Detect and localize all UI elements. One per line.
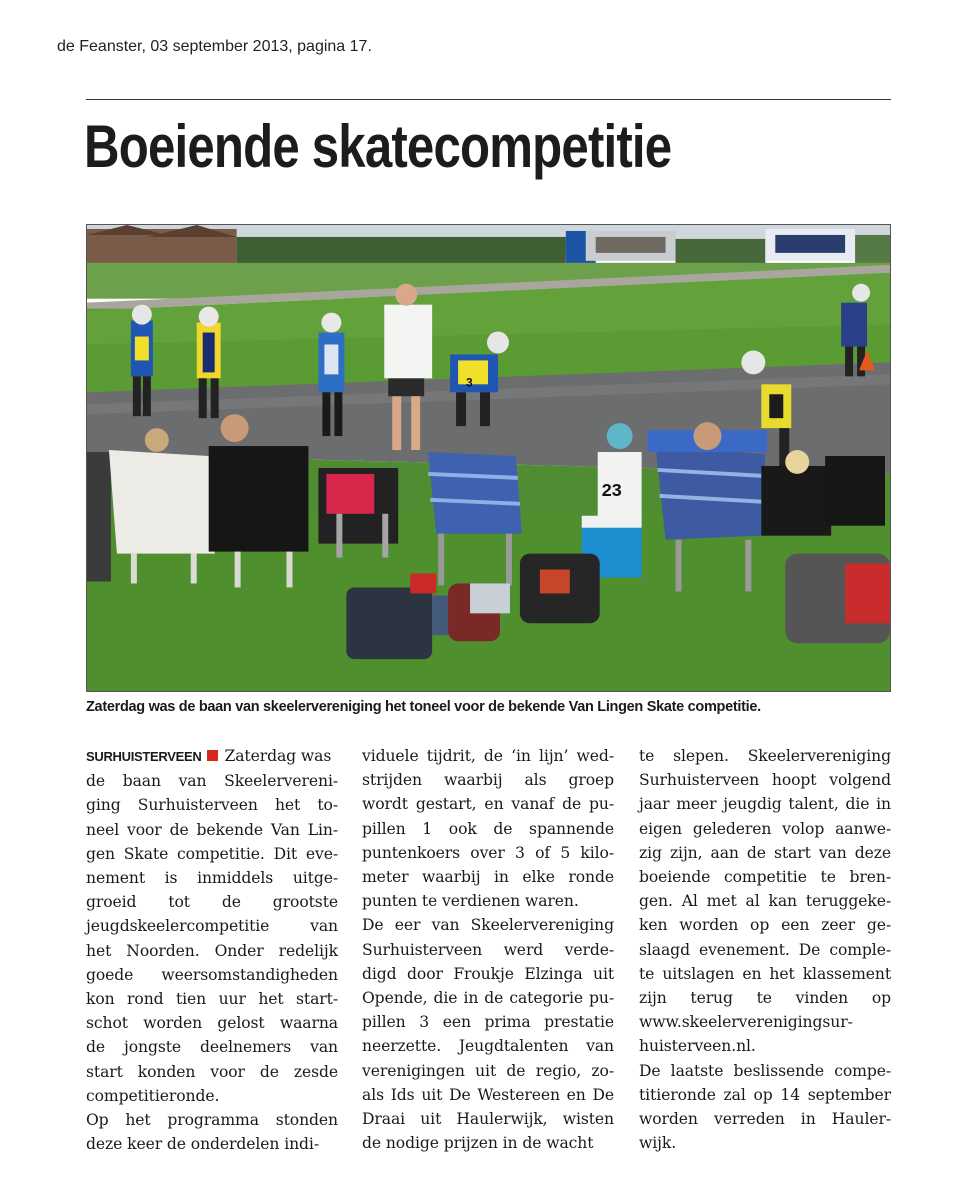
- column-line: puntenkoers over 3 of 5 kilo-: [362, 843, 614, 862]
- column-line: de baan van Skeelervereni-: [86, 772, 338, 791]
- column-line: te slepen. Skeelervereniging: [639, 747, 891, 765]
- column-lines: [86, 769, 338, 1156]
- column-line: boeiende competitie te bren-: [639, 868, 891, 887]
- column-line: De laatste beslissende compe-: [639, 1061, 891, 1080]
- column-line: huisterveen.nl.: [639, 1037, 756, 1056]
- column-line: meter waarbij in elke ronde: [362, 868, 614, 887]
- column-line: worden verreden in Hauler-: [639, 1110, 891, 1129]
- column-lines: [639, 744, 891, 1155]
- column-line: te uitslagen en het klassement: [639, 964, 891, 983]
- article-column-3: [639, 744, 891, 1155]
- column-line: pillen 3 een prima prestatie: [362, 1013, 614, 1032]
- column-line: digd door Froukje Elzinga uit: [362, 964, 614, 983]
- jersey-number: 23: [601, 479, 622, 500]
- column-line: Opende, die in de categorie pu-: [362, 989, 614, 1008]
- column-line: zijn terug te vinden op: [639, 989, 891, 1008]
- column-lines: [362, 744, 614, 1155]
- column-line: Op het programma stonden: [86, 1111, 338, 1130]
- column-line: gen Skate competitie. Dit eve-: [86, 844, 338, 863]
- article-headline: Boeiende skatecompetitie: [84, 113, 672, 180]
- column-line: de jongste deelnemers van: [86, 1038, 338, 1057]
- column-line: als Ids uit De Westereen en De: [362, 1085, 614, 1104]
- photo-caption: Zaterdag was de baan van skeelervereniging het toneel voor de bekende Van Lingen Skate competitie.: [86, 699, 761, 715]
- column-line: ken worden op een zeer ge-: [639, 916, 891, 935]
- column-line: de nodige prijzen in de wacht: [362, 1134, 594, 1153]
- column-line: ging Surhuisterveen het to-: [86, 796, 338, 815]
- article-paragraph: [86, 744, 338, 769]
- column-line: nement is inmiddels uitge-: [86, 869, 338, 888]
- column-line: start konden voor de zesde: [86, 1062, 338, 1081]
- column-line: pillen 1 ook de spannende: [362, 819, 614, 838]
- column-line: deze keer de onderdelen indi-: [86, 1135, 319, 1154]
- article-photo: [86, 224, 891, 692]
- header-divider: [86, 99, 891, 100]
- column-line: groeid tot de grootste: [86, 893, 338, 912]
- column-line: strijden waarbij als groep: [362, 771, 614, 790]
- article-column-1: [86, 744, 338, 1156]
- column-line: neerzette. Jeugdtalenten van: [362, 1037, 614, 1056]
- column-line: verenigingen uit de regio, zo-: [362, 1061, 614, 1080]
- column-line: Draai uit Haulerwijk, wisten: [362, 1110, 614, 1129]
- source-line: de Feanster, 03 september 2013, pagina 17.: [57, 38, 372, 55]
- column-line: slaagd evenement. De comple-: [639, 940, 891, 959]
- column-line: gen. Al met al kan teruggeke-: [639, 892, 891, 911]
- red-square-marker: [207, 750, 218, 761]
- column-line: jeugdskeelercompetitie van: [86, 917, 338, 936]
- column-line: titieronde zal op 14 september: [639, 1085, 891, 1104]
- column-line: zig zijn, aan de start van deze: [639, 843, 891, 862]
- column-line: schot worden gelost waarna: [86, 1014, 338, 1033]
- column-line: goede weersomstandigheden: [86, 965, 338, 984]
- column-line: punten te verdienen waren.: [362, 892, 579, 911]
- article-column-2: [362, 744, 614, 1155]
- column-line: eigen gelederen volop aanwe-: [639, 819, 891, 838]
- column-line: www.skeelerverenigingsur-: [639, 1013, 853, 1032]
- skate-competition-photo: [87, 225, 890, 691]
- dateline: SURHUISTERVEEN: [86, 749, 202, 764]
- column-line: De eer van Skeelervereniging: [362, 916, 614, 935]
- column-line: Zaterdag was: [224, 747, 332, 765]
- column-line: viduele tijdrit, de ‘in lijn’ wed-: [362, 747, 614, 765]
- column-line: jaar meer jeugdig talent, die in: [639, 795, 891, 814]
- column-line: competitieronde.: [86, 1086, 220, 1105]
- column-line: het Noorden. Onder redelijk: [86, 941, 338, 960]
- column-line: neel voor de bekende Van Lin-: [86, 820, 338, 839]
- column-line: kon rond tien uur het start-: [86, 990, 338, 1009]
- column-line: wijk.: [639, 1134, 677, 1153]
- column-line: wordt gestart, en vanaf de pu-: [362, 795, 614, 814]
- column-line: Surhuisterveen hoopt volgend: [639, 771, 891, 790]
- jersey-number: 3: [466, 375, 473, 390]
- column-line: Surhuisterveen werd verde-: [362, 940, 614, 959]
